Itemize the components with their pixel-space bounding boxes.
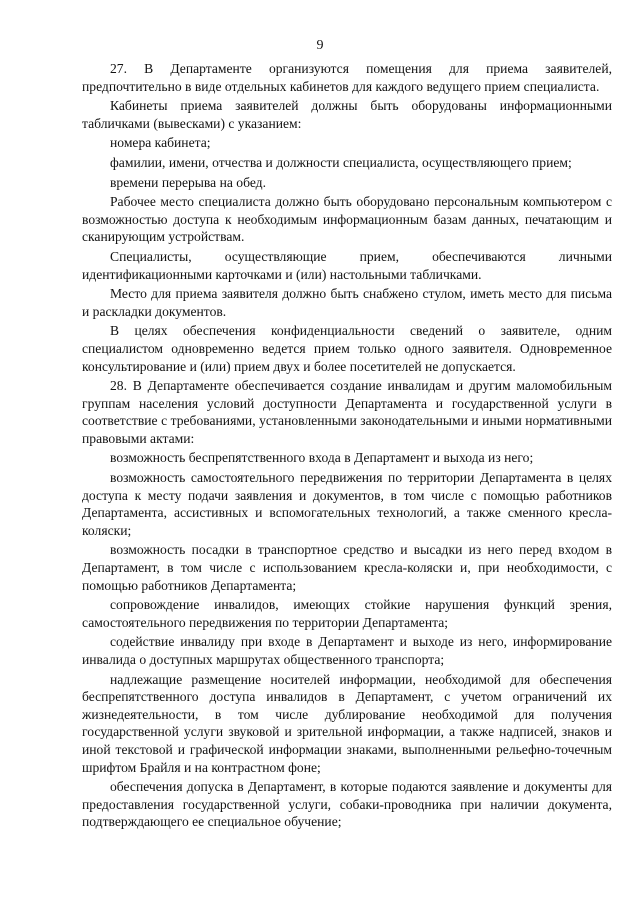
list-item-guide-dog: обеспечения допуска в Департамент, в которые подаются заявление и документы для предоставления государственной услуги, собаки-проводника при наличии документа, подтверждающего ее специальное обучение;	[82, 779, 612, 830]
list-item-specialist-name: фамилии, имени, отчества и должности специалиста, осуществляющего прием;	[110, 154, 572, 170]
list-item-movement: возможность самостоятельного передвижения по территории Департамента в целях доступа к месту подачи заявления и документов, в том числе с помощью работников Департамента, ассистивных и вспомогательных технологий, а также сменного кресла-коляски;	[82, 470, 612, 538]
list-item-assistance: содействие инвалиду при входе в Департамент и выходе из него, информирование инвалида о доступных маршрутах общественного транспорта;	[82, 634, 612, 667]
paragraph-id-cards: Специалисты, осуществляющие прием, обеспечиваются личными идентификационными карточками и (или) настольными табличками.	[82, 248, 612, 282]
paragraph-seating: Место для приема заявителя должно быть снабжено стулом, иметь место для письма и раскладки документов.	[82, 286, 612, 319]
paragraph-28-accessibility: 28. В Департаменте обеспечивается создание инвалидам и другим маломобильным группам населения условий доступности Департамента и государственной услуги в соответствие с требованиями, установленными законодательными и иными нормативными правовыми актами:	[82, 378, 612, 446]
list-item-information-placement: надлежащие размещение носителей информации, необходимой для обеспечения беспрепятственного доступа инвалидов в Департамент, с учетом ограничений их жизнедеятельности, в том числе дублирование необходимой для получения государственной услуги звуковой и зрительной информации, а также надписей, знаков и иной текстовой и графической информации знаками, выполненными рельефно-точечным шрифтом Брайля и на контрастном фоне;	[82, 671, 612, 775]
paragraph-confidentiality: В целях обеспечения конфиденциальности сведений о заявителе, одним специалистом одновременно ведется прием только одного заявителя. Одновременное консультирование и (или) прием двух и более посетителей не допускается.	[82, 323, 612, 374]
list-item-room-number: номера кабинета;	[110, 135, 211, 151]
paragraph-27-intro: 27. В Департаменте организуются помещения для приема заявителей, предпочтительно в виде отдельных кабинетов для каждого ведущего прием специалиста.	[82, 61, 612, 94]
page-number: 9	[316, 38, 324, 53]
list-item-transport: возможность посадки в транспортное средство и высадки из него перед входом в Департамент, в том числе с использованием кресла-коляски и, при необходимости, с помощью работников Департамента;	[82, 542, 612, 593]
page-body	[82, 60, 612, 833]
list-item-escort: сопровождение инвалидов, имеющих стойкие нарушения функций зрения, самостоятельного передвижения по территории Департамента;	[82, 597, 612, 630]
paragraph-signage: Кабинеты приема заявителей должны быть оборудованы информационными табличками (вывесками) с указанием:	[82, 98, 612, 131]
paragraph-workplace: Рабочее место специалиста должно быть оборудовано персональным компьютером с возможностью доступа к необходимым информационным базам данных, печатающим и сканирующим устройствам.	[82, 194, 612, 245]
list-item-entry-exit: возможность беспрепятственного входа в Департамент и выхода из него;	[110, 450, 534, 466]
list-item-lunch-break: времени перерыва на обед.	[110, 174, 266, 190]
